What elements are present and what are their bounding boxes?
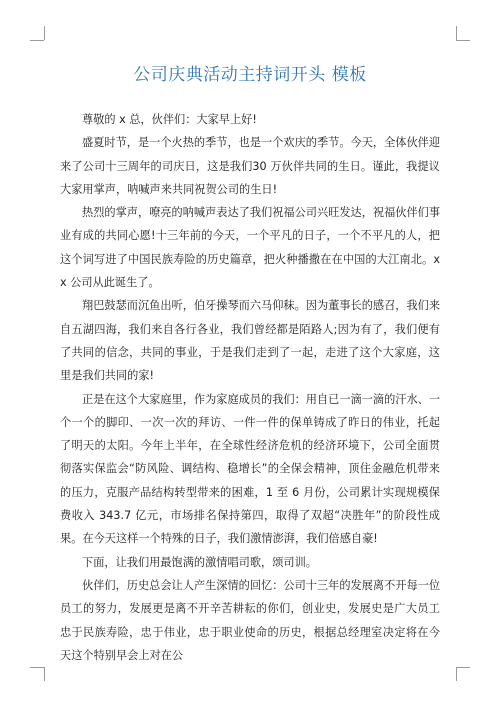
paragraph: 下面，让我们用最饱满的激情唱司歌，颂司训。 <box>82 555 317 569</box>
paragraph-greeting: 尊敬的 x 总，伙伴们：大家早上好! <box>82 113 257 126</box>
paragraph: 热烈的掌声，嘹亮的呐喊声表达了我们祝福公司兴旺发达，祝福伙伴们事业有成的共同心愿!十三年前的今天，一个平凡的日子，一个不平凡的人，把这个词写进了中国民族寿险的历史篇章，把火种播撒在在中国的大江南北。xx 公司从此诞生了。 <box>60 206 441 290</box>
paragraph: 正是在这个大家庭里，作为家庭成员的我们：用自已一滴一滴的汗水、一个一个的脚印、一次一次的拜访、一件一件的保单铸成了昨日的伟业，托起了明天的太阳。今年上半年，在全球性经济危机的经济环境下，公司全面贯彻落实保监会“防风险、调结构、稳增长”的全保会精神，顶住金融危机带来的压力，克服产品结构转型带来的困难，1 至 6 月份，公司累计实现规模保费收入 343.7 亿元，市场排名保持第四，取得了双超“决胜年”的阶段性成果。在今天这样一个特殊的日子，我们激情澎湃，我们倍感自豪! <box>60 392 441 546</box>
paragraph: 翔巴鼓瑟而沉鱼出听，伯牙操琴而六马仰秣。因为董事长的感召，我们来自五湖四海，我们来自各行各业，我们曾经都是陌路人;因为有了，我们便有了共同的信念，共同的事业，于是我们走到了一起，走进了这个大家庭，这里是我们共同的家! <box>60 299 441 383</box>
document-body <box>60 108 440 667</box>
document-title: 公司庆典活动主持词开头 模板 <box>133 65 367 85</box>
paragraph: 伙伴们，历史总会让人产生深情的回忆：公司十三年的发展离不开每一位员工的努力，发展更是离不开辛苦耕耘的你们，创业史，发展史是广大员工忠于民族寿险，忠于伟业，忠于职业使命的历史，根据总经理室决定将在今天这个特别早会上对在公 <box>60 578 441 662</box>
paragraph: 盛夏时节，是一个火热的季节，也是一个欢庆的季节。今天，全体伙伴迎来了公司十三周年的司庆日，这是我们30 万伙伴共同的生日。谨此，我提议大家用掌声，呐喊声来共同祝贺公司的生日! <box>60 136 441 196</box>
